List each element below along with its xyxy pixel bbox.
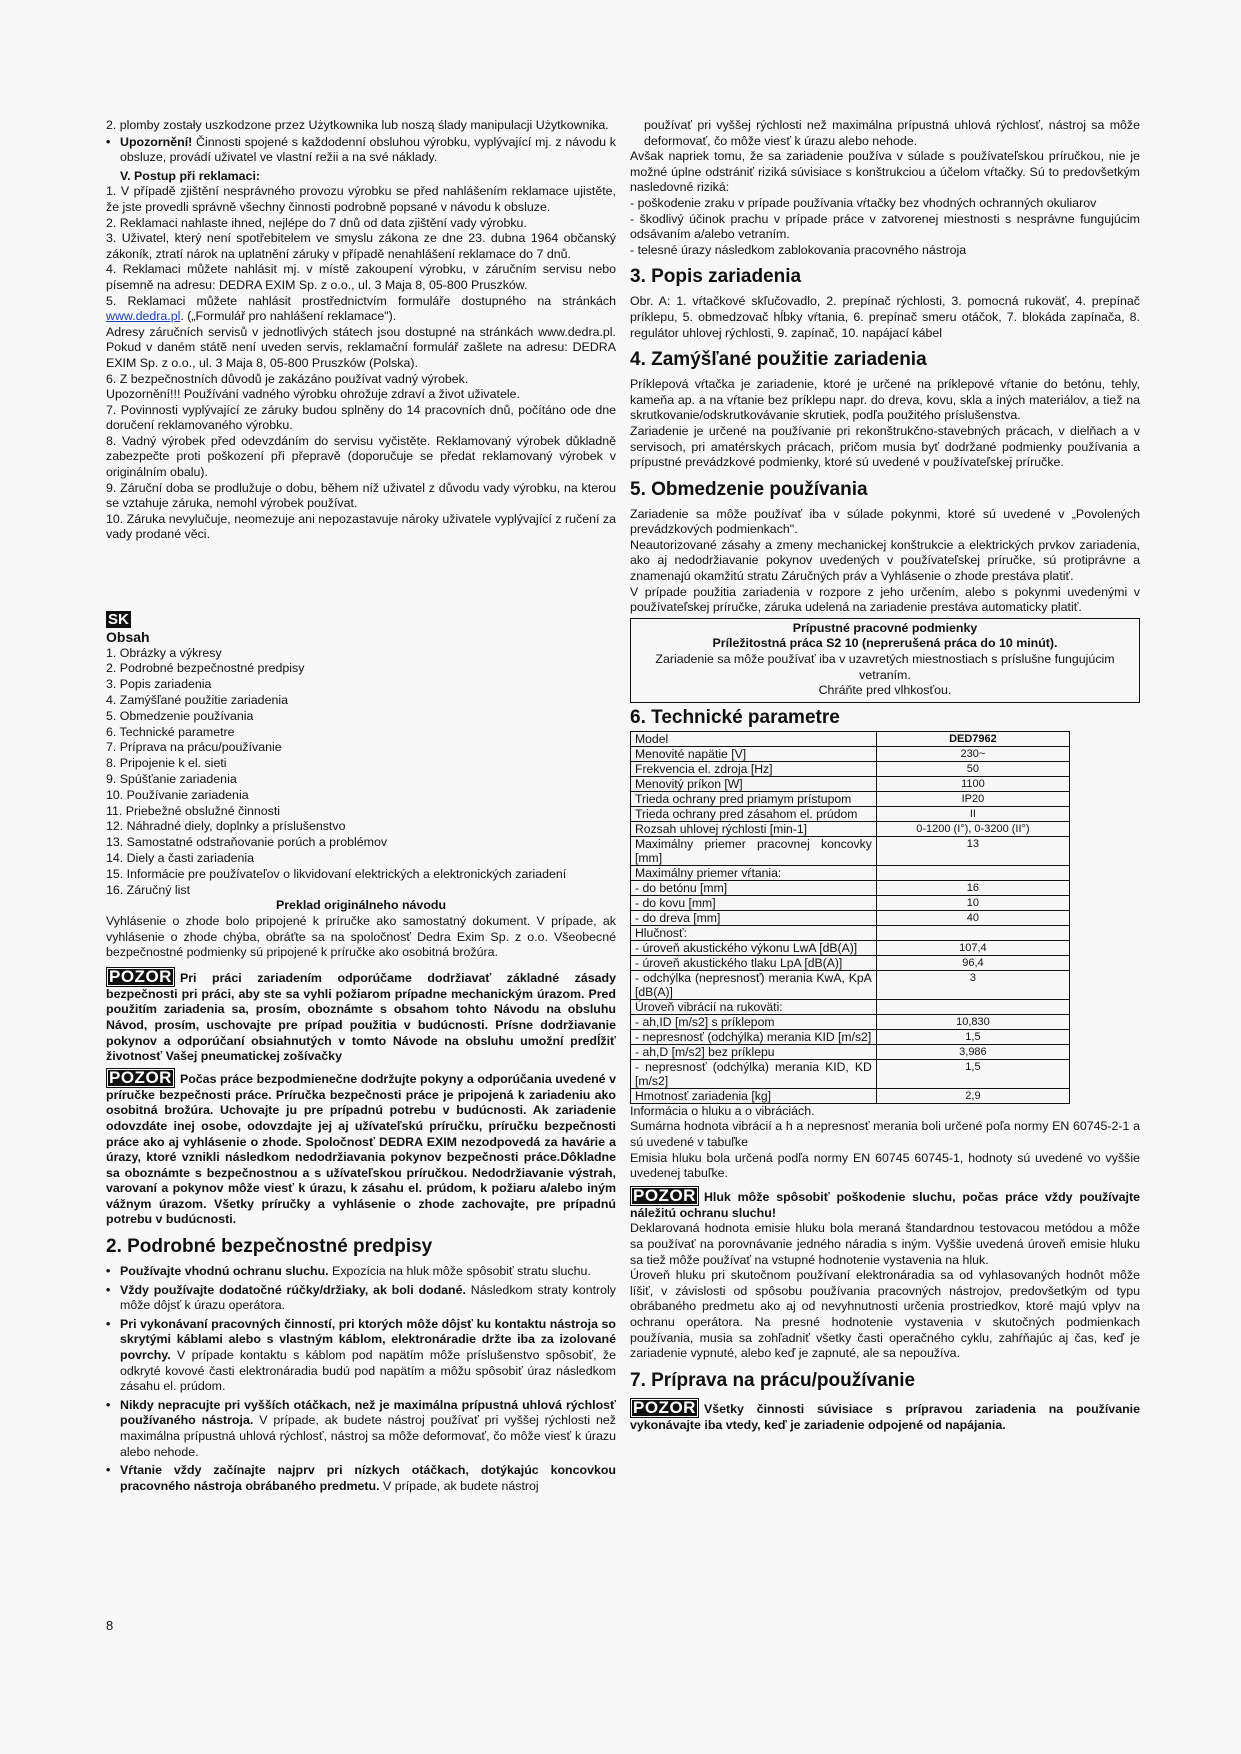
upozorneni-label: Upozornění! [120,134,193,149]
after-table-text: Sumárna hodnota vibrácií a h a nepresnosť merania boli určené poľa normy EN 60745-2-1 a sú uvedené v tabuľke [630,1119,1140,1149]
toc-item: 16. Záručný list [106,882,191,897]
tech-row [631,731,1070,746]
preklad-text: Vyhlásenie o zhode bolo pripojené k príručke ako samostatný dokument. V prípade, ak vyhlásenie o zhode chýba, obráťte sa na spoločnosť Dedra Exim Sp. z o.o. Všeobecné bezpečnostné podmienky sú pripojené k príručke ako osobitná brožúra. [106,913,616,960]
box-subtitle: Príležitostná práca S2 10 (neprerušená práca do 10 minút). [712,636,1058,651]
tech-param-name: Model [631,731,877,746]
tech-param-name: - odchýlka (nepresnosť) merania KwA, KpA [dB(A)] [631,970,877,999]
cz-upozorneni [106,135,616,166]
toc-item: 7. Príprava na prácu/používanie [106,740,282,755]
section-2-title: 2. Podrobné bezpečnostné predpisy [106,1236,433,1258]
bullet-text: V prípade, ak budete nástroj [379,1478,539,1493]
tech-row [631,836,1070,865]
tech-row [631,821,1070,836]
toc-item: 8. Pripojenie k el. sieti [106,756,227,771]
tech-row [631,1044,1070,1059]
bullet-bold: Vždy používajte dodatočné rúčky/držiaky, ak boli dodané. [120,1282,466,1297]
tech-param-value: 16 [876,880,1069,895]
safety-bullet [106,1463,616,1494]
tech-param-name: Frekvencia el. zdroja [Hz] [631,761,877,776]
section-5-paragraph: Zariadenie sa môže používať iba v súlade pokynmi, ktoré sú uvedené v „Povolených prevádzkových podmienkach". [630,506,1140,537]
section-4-paragraph: Príklepová vŕtačka je zariadenie, ktoré je určené na príklepové vŕtanie do betónu, tehly, kameňa ap. a na vŕtanie bez príklepu napr. do dreva, kovu, skla a iných materiálov, a tiež na skrutkovanie/odskrutkovávanie skrutiek, podľa použitého príslušenstva. [630,377,1140,423]
box-title: Prípustné pracovné podmienky [792,620,978,635]
left-column [106,118,616,1497]
after-table-text: Emisia hluku bola určená podľa normy EN 60745 60745-1, hodnoty sú uvedené vo vyššie uvedenej tabuľke. [630,1150,1140,1181]
safety-bullet [106,1283,616,1314]
pozor2-text: Počas práce bezpodmienečne dodržujte pokyny a odporúčania uvedené v príručke bezpečnosti práce. Príručka bezpečnosti práce je pripojená k zariadeniu ako osobitná brožúra. Uchovajte ju pre prípadnú potrebu v budúcnosti. Ak zariadenie odovzdáte inej osobe, odovzdajte jej aj užívateľskú príručku, príručku bezpečnosti práce ako aj vyhlásenie o zhode. Spoločnosť DEDRA EXIM nezodpovedá za havárie a úrazy, ktoré vznikli následkom nedodržiavania pokynov bezpečnosti práce.Dôkladne sa oboznámte s bezpečnostnou a s užívateľskou príručkou. Nedodržiavanie výstrah, varovaní a pokynov môže viesť k úrazu, k zásahu el. prúdom, k požiaru a/alebo iným vážnym úrazom. Všetky príručky a vyhlásenie o zhode zachovajte, pre prípadnú potrebu v budúcnosti. [106,1071,616,1227]
cz-item5-text-end: . („Formulář pro nahlášení reklamace"). [180,309,397,324]
tech-param-name: - úroveň akustického výkonu LwA [dB(A)] [631,940,877,955]
tech-row [631,1088,1070,1103]
pozor-warning-3 [630,1186,1140,1222]
cz-item: 9. Záruční doba se prodlužuje o dobu, během níž uživatel z důvodu vady výrobku, na kterou se vztahuje záruka, nemohl výrobek používat. [106,480,616,511]
toc-item: 10. Používanie zariadenia [106,787,249,802]
tech-param-value: 40 [876,910,1069,925]
cz-item: 7. Povinnosti vyplývající ze záruky budou splněny do 14 pracovních dnů, počítáno ode dne doručení reklamovaného výrobku. [106,402,616,433]
cz-item: 8. Vadný výrobek před odevzdáním do servisu vyčistěte. Reklamovaný výrobek důkladně zabezpečte proti poškození při přepravě (doporučuje se předat reklamovaný výrobek v originálním obalu). [106,433,616,480]
tech-param-name: - nepresnosť (odchýlka) merania KID [m/s2] [631,1029,877,1044]
toc-item: 4. Zamýšľané použitie zariadenia [106,693,288,708]
toc-item: 11. Priebežné obslužné činnosti [106,803,281,818]
page-number: 8 [106,1618,114,1633]
risk-item: - telesné úrazy následkom zablokovania pracovného nástroja [630,242,967,257]
safety-bullet [106,1317,616,1395]
tech-param-value [876,865,1069,880]
tech-param-name: - do kovu [mm] [631,895,877,910]
noise-paragraph: Deklarovaná hodnota emisie hluku bola meraná štandardnou testovacou metódou a môže sa používať na porovnávanie jedného náradia s iným. Vyššie uvedená úroveň emisie hluku sa tiež môže používať na vstupné hodnotenie vystavenia na hluk. [630,1221,1140,1267]
tech-row [631,925,1070,940]
tech-row [631,865,1070,880]
pozor-badge: POZOR [630,1186,699,1206]
tech-param-value: 13 [876,836,1069,865]
tech-row [631,880,1070,895]
cz-item: Upozornění!!! Používání vadného výrobku ohrožuje zdraví a život uživatele. [106,387,520,402]
section-4-title: 4. Zamýšľané použitie zariadenia [630,349,927,371]
safety-bullet [106,1398,616,1460]
noise-paragraph: Úroveň hluku pri skutočnom používaní elektronáradia sa od vyhlasovaných hodnôt môže líšiť, v závislosti od spôsobu používania pracovných nástrojov, predovšetkým od typu obrábaného predmetu ako aj od nevyhnutnosti určenia prostriedkov, ktoré majú vplyv na ochranu operátora. Na presné hodnotenie vystavenia v skutočných podmienkach používania, musia sa zohľadniť všetky časti operačného cyklu, zahŕňajúc aj čas, keď je zariadenie vypnuté, alebo keď je zapnuté, ale sa nepoužíva. [630,1268,1140,1361]
section-5-paragraph: V prípade použitia zariadenia v rozpore z jeho určením, alebo s pokynmi uvedenými v používateľskej príručke, záruka udelená na zariadenie prestáva automaticky platiť. [630,584,1140,615]
tech-row [631,910,1070,925]
pozor-badge: POZOR [106,967,175,987]
pozor4-text: Všetky činnosti súvisiace s prípravou zariadenia na používanie vykonávajte iba vtedy, keď je zariadenie odpojené od napájania. [630,1401,1140,1432]
toc-item: 13. Samostatné odstraňovanie porúch a problémov [106,835,388,850]
tech-param-name: Hmotnosť zariadenia [kg] [631,1088,877,1103]
risk-intro: Avšak napriek tomu, že sa zariadenie používa v súlade s používateľskou príručkou, nie je možné úplne odstrániť riziká súvisiace s konštrukciou a účelom vŕtačky. Sú to predovšetkým nasledovné riziká: [630,149,1140,195]
section-4-paragraph: Zariadenie je určené na používanie pri rekonštrukčno-stavebných prácach, v dielňach a v servisoch, pri amatérskych prácach, pričom musia byť dodržané podmienky používania a prípustné prevádzkové podmienky, ktoré sú uvedené v používateľskej príručke. [630,423,1140,470]
section-7-title: 7. Príprava na prácu/používanie [630,1369,916,1391]
tech-param-name: - do dreva [mm] [631,910,877,925]
tech-row [631,761,1070,776]
tech-param-name: - ah,D [m/s2] bez príklepu [631,1044,877,1059]
technical-parameters-table [630,731,1070,1104]
bullet-text: V prípade, ak budete nástroj používať pri vyššej rýchlosti než maximálna prípustná uhlová rýchlosť, nástroj sa môže deformovať, čo môže viesť k úrazu alebo nehode. [120,1413,616,1459]
tech-param-value: 2,9 [876,1088,1069,1103]
box-line: Zariadenie sa môže používať iba v uzavretých miestnostiach s príslušne fungujúcim vetraním. [655,652,1115,682]
cz-item: 2. Reklamaci nahlaste ihned, nejlépe do 7 dnů od data zjištění vady výrobku. [106,215,527,230]
dedra-link[interactable]: www.dedra.pl [106,309,181,324]
tech-row [631,999,1070,1014]
bullet-text: V prípade kontaktu s káblom pod napätím môže príslušenstvo spôsobiť, že odkryté kovové časti elektronáradia budú pod napätím a môžu spôsobiť úraz následkom zásahu el. prúdom. [120,1348,616,1394]
table-of-contents [106,646,616,899]
tech-param-name: Rozsah uhlovej rýchlosti [min-1] [631,821,877,836]
tech-param-value: DED7962 [876,731,1069,746]
tech-row [631,955,1070,970]
toc-item: 12. Náhradné diely, doplnky a príslušenstvo [106,819,346,834]
toc-item: 9. Spúšťanie zariadenia [106,772,237,786]
cz-item: 10. Záruka nevylučuje, neomezuje ani nepozastavuje nároky uživatele vyplývající z ručení za vady prodané věci. [106,511,616,542]
tech-param-value: II [876,806,1069,821]
right-column [630,118,1140,1433]
upozorneni-text: Činnosti spojené s každodenní obsluhou výrobku, vyplývající mj. z návodu k obsluze, provádí uživatel ve vlastní režii a na své náklady. [120,134,616,165]
pozor-badge: POZOR [630,1398,699,1418]
tech-row [631,895,1070,910]
toc-item: 14. Diely a časti zariadenia [106,850,255,865]
tech-row [631,1029,1070,1044]
section-5-title: 5. Obmedzenie používania [630,478,868,500]
bullet-bold: Nikdy nepracujte pri vyšších otáčkach, než je maximálna prípustná uhlová rýchlosť používaného nástroja. [120,1397,616,1428]
pozor-warning-2 [106,1068,616,1228]
tech-param-value: 10,830 [876,1014,1069,1029]
section-3-text: Obr. A: 1. vŕtačkové skľučovadlo, 2. prepínač rýchlosti, 3. pomocná rukoväť, 4. prepínač príklepu, 5. obmedzovač hĺbky vŕtania, 6. prepínač smeru otáčok, 7. blokáda zapínača, 8. regulátor uhlovej rýchlosti, 9. zapínač, 10. napájací kábel [630,294,1140,340]
tech-param-value: 1,5 [876,1029,1069,1044]
tech-param-name: Trieda ochrany pred zásahom el. prúdom [631,806,877,821]
tech-row [631,940,1070,955]
cz-paragraph: 2. plomby zostały uszkodzone przez Użytkownika lub noszą ślady manipulacji Użytkownika. [106,118,609,132]
tech-param-name: Maximálny priemer vŕtania: [631,865,877,880]
toc-item: 5. Obmedzenie používania [106,708,254,723]
cz-item: 1. V případě zjištění nesprávného provozu výrobku se před nahlášením reklamace ujistěte, že jste provedli správně všechny činnosti podrobně popsané v návodu k obsluze. [106,184,616,214]
tech-row [631,746,1070,761]
bullet-bold: Vŕtanie vždy začínajte najprv pri nízkych otáčkach, dotýkajúc koncovkou pracovného nástroja obrábaného predmetu. [120,1463,616,1493]
tech-param-name: Úroveň vibrácií na rukoväti: [631,999,877,1014]
tech-param-value: 1100 [876,776,1069,791]
toc-item: 3. Popis zariadenia [106,677,212,692]
tech-param-name: - úroveň akustického tlaku LpA [dB(A)] [631,955,877,970]
tech-row [631,791,1070,806]
cz-item: Adresy záručních servisů v jednotlivých státech jsou dostupné na stránkách www.dedra.pl. Pokud v daném státě není uveden servis, reklamační formulář zašlete na adresu: DEDRA EXIM Sp. z o.o., ul. 3 Maja 8, 05-800 Pruszków (Polska). [106,324,616,370]
preklad-title: Preklad originálneho návodu [275,898,447,913]
cz-item-5 [106,294,616,325]
tech-param-value: 0-1200 (I°), 0-3200 (II°) [876,821,1069,836]
tech-param-value: 1,5 [876,1059,1069,1088]
tech-param-value: IP20 [876,791,1069,806]
tech-param-value [876,925,1069,940]
section-5-paragraph: Neautorizované zásahy a zmeny mechanickej konštrukcie a elektrických prvkov zariadenia, ako aj nedodržiavanie pokynov uvedených v používateľskej príručke, sú protiprávne a znamenajú okamžitú stratu Záručných práv a Vyhlásenie o zhode prestáva platiť. [630,537,1140,584]
bullet-text: Expozícia na hluk môže spôsobiť stratu sluchu. [328,1264,591,1279]
cz-postup-title: V. Postup při reklamaci: [120,168,261,183]
working-conditions-box [630,618,1140,703]
cz-item: 6. Z bezpečnostních důvodů je zakázáno používat vadný výrobek. [106,371,469,386]
tech-param-name: Menovité napätie [V] [631,746,877,761]
bullet-bold: Pri vykonávaní pracovných činností, pri ktorých môže dôjsť ku kontaktu nástroja so skrytými káblami alebo s vlastným káblom, elektronáradie držte iba za izolované povrchy. [120,1316,616,1363]
safety-bullet [106,1264,616,1280]
section-3-title: 3. Popis zariadenia [630,266,802,288]
risk-item: - škodlivý účinok prachu v prípade práce v zatvorenej miestnosti s nesprávne fungujúcim odsávaním a/alebo vetraním. [630,211,1140,242]
tech-param-name: - ah,ID [m/s2] s príklepom [631,1014,877,1029]
obsah-title: Obsah [106,628,150,645]
toc-item: 15. Informácie pre používateľov o likvidovaní elektrických a elektronických zariadení [106,866,567,881]
pozor-warning-4 [630,1398,1140,1434]
toc-item: 6. Technické parametre [106,724,235,739]
pozor1-text: Pri práci zariadením odporúčame dodržiavať základné zásady bezpečnosti pri práci, aby ste sa vyhli požiarom prípadne mechanickým úrazom. Pred použitím zariadenia sa, prosím, oboznámte s obsahom tohto Návodu na obsluhu Návod, prosím, uschovajte pre prípad použitia v budúcnosti. Prísne dodržiavanie pokynov a odporúčaní obsiahnutých v tomto Návode na obsluhu umožní predĺžiť životnosť Vašej pneumatickej zošívačky [106,970,616,1064]
tech-param-name: - nepresnosť (odchýlka) merania KID, KD [m/s2] [631,1059,877,1088]
toc-item: 2. Podrobné bezpečnostné predpisy [106,661,305,676]
pozor-warning-1 [106,967,616,1065]
pozor-badge: POZOR [106,1068,175,1088]
tech-param-value: 107,4 [876,940,1069,955]
tech-param-name: Hlučnosť: [631,925,877,940]
cz-item: 4. Reklamaci můžete nahlásit mj. v místě zakoupení výrobku, v záručním servisu nebo písemně na adresu: DEDRA EXIM Sp. z o.o., ul. 3 Maja 8, 05-800 Pruszków. [106,262,616,292]
tech-row [631,776,1070,791]
tech-param-name: Trieda ochrany pred priamym prístupom [631,791,877,806]
risk-item: - poškodenie zraku v prípade používania vŕtačky bez vhodných ochranných okuliarov [630,195,1097,210]
sk-language-badge: SK [108,611,129,629]
tech-row [631,1059,1070,1088]
bullet-text: Následkom straty kontroly môže dôjsť k úrazu operátora. [120,1282,616,1313]
tech-param-value [876,999,1069,1014]
tech-row [631,970,1070,999]
tech-param-value: 50 [876,761,1069,776]
tech-param-name: - do betónu [mm] [631,880,877,895]
tech-param-value: 3,986 [876,1044,1069,1059]
tech-param-name: Maximálny priemer pracovnej koncovky [mm] [631,836,877,865]
tech-row [631,806,1070,821]
section-6-title: 6. Technické parametre [630,706,840,728]
tech-row [631,1014,1070,1029]
toc-item: 1. Obrázky a výkresy [106,645,222,660]
continued-paragraph: používať pri vyššej rýchlosti než maximálna prípustná uhlová rýchlosť, nástroj sa môže deformovať, čo môže viesť k úrazu alebo nehode. [644,118,1140,148]
cz-item: 3. Uživatel, který není spotřebitelem ve smyslu zákona ze dne 23. dubna 1964 občanský zákoník, ztratí nárok na uplatnění záruky v případě nenahlášení reklamace do 7 dnů. [106,231,616,261]
bullet-bold: Používajte vhodnú ochranu sluchu. [120,1264,329,1279]
tech-param-value: 3 [876,970,1069,999]
tech-param-value: 10 [876,895,1069,910]
tech-param-name: Menovitý príkon [W] [631,776,877,791]
cz-item5-text: 5. Reklamaci můžete nahlásit prostřednictvím formuláře dostupného na stránkách [106,293,616,308]
pozor3-text: Hluk môže spôsobiť poškodenie sluchu, počas práce vždy používajte náležitú ochranu sluchu! [630,1189,1140,1220]
after-table-text: Informácia o hluku a o vibráciách. [630,1103,815,1118]
tech-param-value: 96,4 [876,955,1069,970]
tech-param-value: 230~ [876,746,1069,761]
box-line: Chráňte pred vlhkosťou. [818,683,952,698]
